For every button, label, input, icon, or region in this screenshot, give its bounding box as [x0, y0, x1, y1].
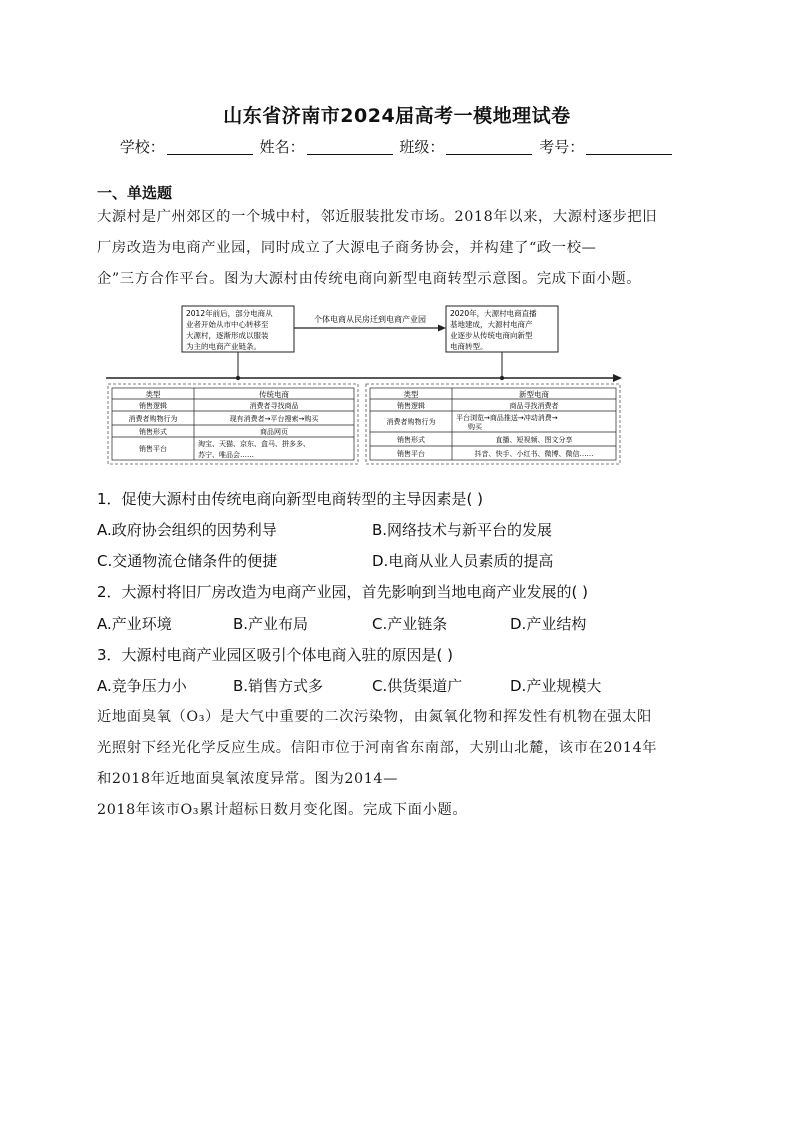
question-3-option-d[interactable]: D.产业规模大 — [510, 677, 602, 695]
right-row-value: 购买 — [468, 423, 482, 431]
passage2-line-2: 光照射下经光化学反应生成。信阳市位于河南省东南部，大别山北麓，该市在2014年 — [97, 740, 658, 756]
left-row-value: 淘宝、天猫、京东、盒马、拼多多、 — [198, 440, 310, 448]
number-label: 考号： — [539, 138, 585, 156]
left-row-value: 消费者寻找商品 — [249, 402, 299, 410]
class-label: 班级： — [399, 138, 445, 156]
question-1-option-c[interactable]: C.交通物流仓储条件的便捷 — [97, 552, 278, 570]
transition-arrowhead — [438, 325, 446, 332]
box-2012-line: 2012年前后，部分电商从 — [186, 309, 273, 318]
right-row-label: 销售形式 — [397, 436, 425, 444]
class-blank[interactable] — [446, 140, 532, 155]
question-3-option-b[interactable]: B.销售方式多 — [233, 677, 324, 695]
timeline-arrowhead — [613, 374, 622, 382]
right-row-value: 抖音、快手、小红书、微博、微信…… — [474, 450, 594, 458]
left-row-value: 苏宁、唯品会…… — [198, 451, 254, 459]
right-row-label: 销售平台 — [397, 450, 425, 458]
question-1-option-a[interactable]: A.政府协会组织的因势利导 — [97, 521, 277, 539]
box-2012-line: 为主的电商产业链条。 — [186, 342, 261, 351]
question-2-option-d[interactable]: D.产业结构 — [510, 615, 587, 633]
ecommerce-transition-figure — [104, 300, 624, 470]
right-header-title: 新型电商 — [519, 390, 549, 399]
question-2-option-a[interactable]: A.产业环境 — [97, 615, 172, 633]
passage1-line-3: 企”三方合作平台。图为大源村由传统电商向新型电商转型示意图。完成下面小题。 — [97, 271, 642, 287]
left-row-label: 销售平台 — [139, 445, 167, 453]
right-row-value: 平台浏览→商品推送→冲动消费→ — [456, 414, 558, 422]
right-row-value: 商品寻找消费者 — [509, 402, 559, 410]
passage1-line-1: 大源村是广州郊区的一个城中村，邻近服装批发市场。2018年以来，大源村逐步把旧 — [97, 209, 658, 225]
left-header-title: 传统电商 — [259, 390, 289, 399]
left-row-label: 消费者购物行为 — [128, 415, 178, 423]
passage1-line-2: 厂房改造为电商产业园，同时成立了大源电子商务协会，并构建了“政一校— — [97, 240, 597, 256]
question-3-option-a[interactable]: A.竞争压力小 — [97, 677, 187, 695]
name-label: 姓名： — [259, 138, 305, 156]
question-2-option-b[interactable]: B.产业布局 — [233, 615, 309, 633]
right-header-type: 类型 — [403, 390, 419, 399]
left-row-label: 销售形式 — [139, 428, 167, 436]
passage2-line-1: 近地面臭氧（O₃）是大气中重要的二次污染物，由氮氧化物和挥发性有机物在强太阳 — [97, 709, 652, 725]
box-2020-line: 基地建成，大源村电商产 — [450, 320, 533, 329]
student-info-line — [0, 136, 794, 157]
passage2-line-3: 和2018年近地面臭氧浓度异常。图为2014— — [97, 771, 399, 787]
question-2-option-c[interactable]: C.产业链条 — [372, 615, 448, 633]
exam-title: 山东省济南市2024届高考一模地理试卷 — [223, 105, 571, 127]
box-2020-line: 2020年，大源村电商直播 — [450, 309, 537, 318]
question-1-option-d[interactable]: D.电商从业人员素质的提高 — [372, 552, 554, 570]
box-2020-line: 业逐步从传统电商向新型 — [450, 331, 533, 340]
school-blank[interactable] — [167, 140, 253, 155]
box-2012-line: 大源村，逐渐形成以服装 — [186, 331, 269, 340]
question-3-option-c[interactable]: C.供货渠道广 — [372, 677, 463, 695]
right-row-value: 直播、短视频、图文分享 — [495, 436, 573, 444]
passage2-line-4: 2018年该市O₃累计超标日数月变化图。完成下面小题。 — [97, 802, 468, 818]
question-3-stem: 3．大源村电商产业园区吸引个体电商入驻的原因是( ) — [97, 646, 454, 664]
school-label: 学校： — [119, 138, 165, 156]
section-heading: 一、单选题 — [97, 184, 173, 202]
right-row-label: 消费者购物行为 — [386, 418, 436, 426]
number-blank[interactable] — [586, 140, 672, 155]
question-2-stem: 2．大源村将旧厂房改造为电商产业园，首先影响到当地电商产业发展的( ) — [97, 583, 589, 601]
left-header-type: 类型 — [145, 390, 161, 399]
question-1-stem: 1．促使大源村由传统电商向新型电商转型的主导因素是( ) — [97, 490, 484, 508]
left-row-label: 销售逻辑 — [139, 402, 167, 410]
question-1-option-b[interactable]: B.网络技术与新平台的发展 — [372, 521, 553, 539]
box-2012-line: 业者开始从市中心转移至 — [186, 320, 269, 329]
box-2020-line: 电商转型。 — [450, 342, 488, 351]
name-blank[interactable] — [307, 140, 393, 155]
arrow-label: 个体电商从民房迁到电商产业园 — [314, 315, 426, 324]
left-row-value: 现有消费者→平台搜索→购买 — [229, 415, 319, 423]
right-row-label: 销售逻辑 — [397, 402, 425, 410]
left-row-value: 商品网页 — [260, 428, 288, 436]
